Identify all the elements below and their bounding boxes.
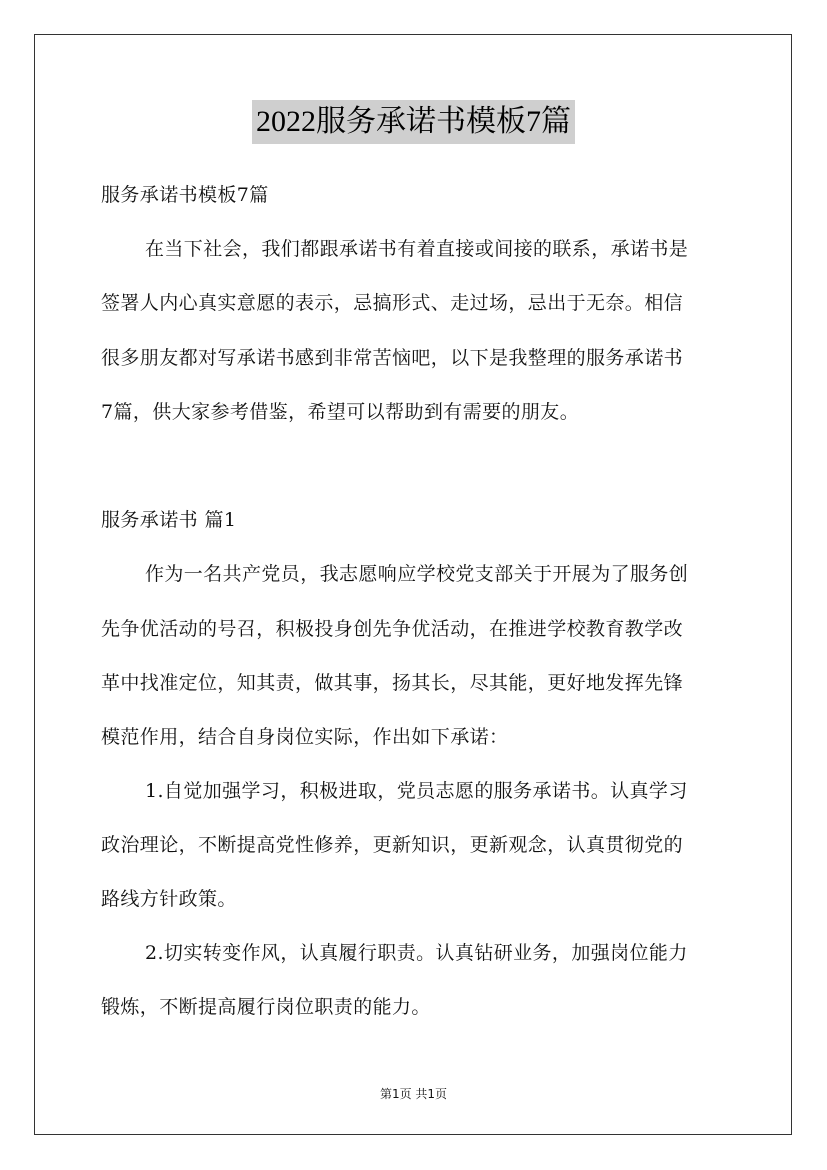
intro-line-2: 签署人内心真实意愿的表示，忌搞形式、走过场，忌出于无奈。相信	[101, 292, 684, 314]
section-para-line-4: 模范作用，结合自身岗位实际，作出如下承诺：	[101, 726, 509, 748]
item1-line-2: 政治理论，不断提高党性修养，更新知识，更新观念，认真贯彻党的	[101, 834, 684, 856]
item2-line-1: 2.切实转变作风，认真履行职责。认真钻研业务，加强岗位能力	[145, 942, 688, 964]
page-footer: 第1页 共1页	[379, 1087, 448, 1101]
intro-line-1: 在当下社会，我们都跟承诺书有着直接或间接的联系，承诺书是	[145, 238, 689, 260]
intro-line-4: 7篇，供大家参考借鉴，希望可以帮助到有需要的朋友。	[101, 401, 580, 423]
document-title: 2022服务承诺书模板7篇	[252, 100, 575, 144]
section-para-line-2: 先争优活动的号召，积极投身创先争优活动，在推进学校教育教学改	[101, 618, 684, 640]
intro-line-3: 很多朋友都对写承诺书感到非常苦恼吧，以下是我整理的服务承诺书	[101, 347, 684, 369]
document-subtitle: 服务承诺书模板7篇	[101, 184, 269, 206]
section-heading: 服务承诺书 篇1	[101, 509, 237, 531]
section-para-line-1: 作为一名共产党员，我志愿响应学校党支部关于开展为了服务创	[145, 563, 689, 585]
item1-line-3: 路线方针政策。	[101, 888, 237, 910]
item1-line-1: 1.自觉加强学习，积极进取，党员志愿的服务承诺书。认真学习	[145, 780, 688, 802]
title-wrap	[0, 100, 827, 144]
item2-line-2: 锻炼，不断提高履行岗位职责的能力。	[101, 996, 431, 1018]
section-para-line-3: 革中找准定位，知其责，做其事，扬其长，尽其能，更好地发挥先锋	[101, 672, 684, 694]
